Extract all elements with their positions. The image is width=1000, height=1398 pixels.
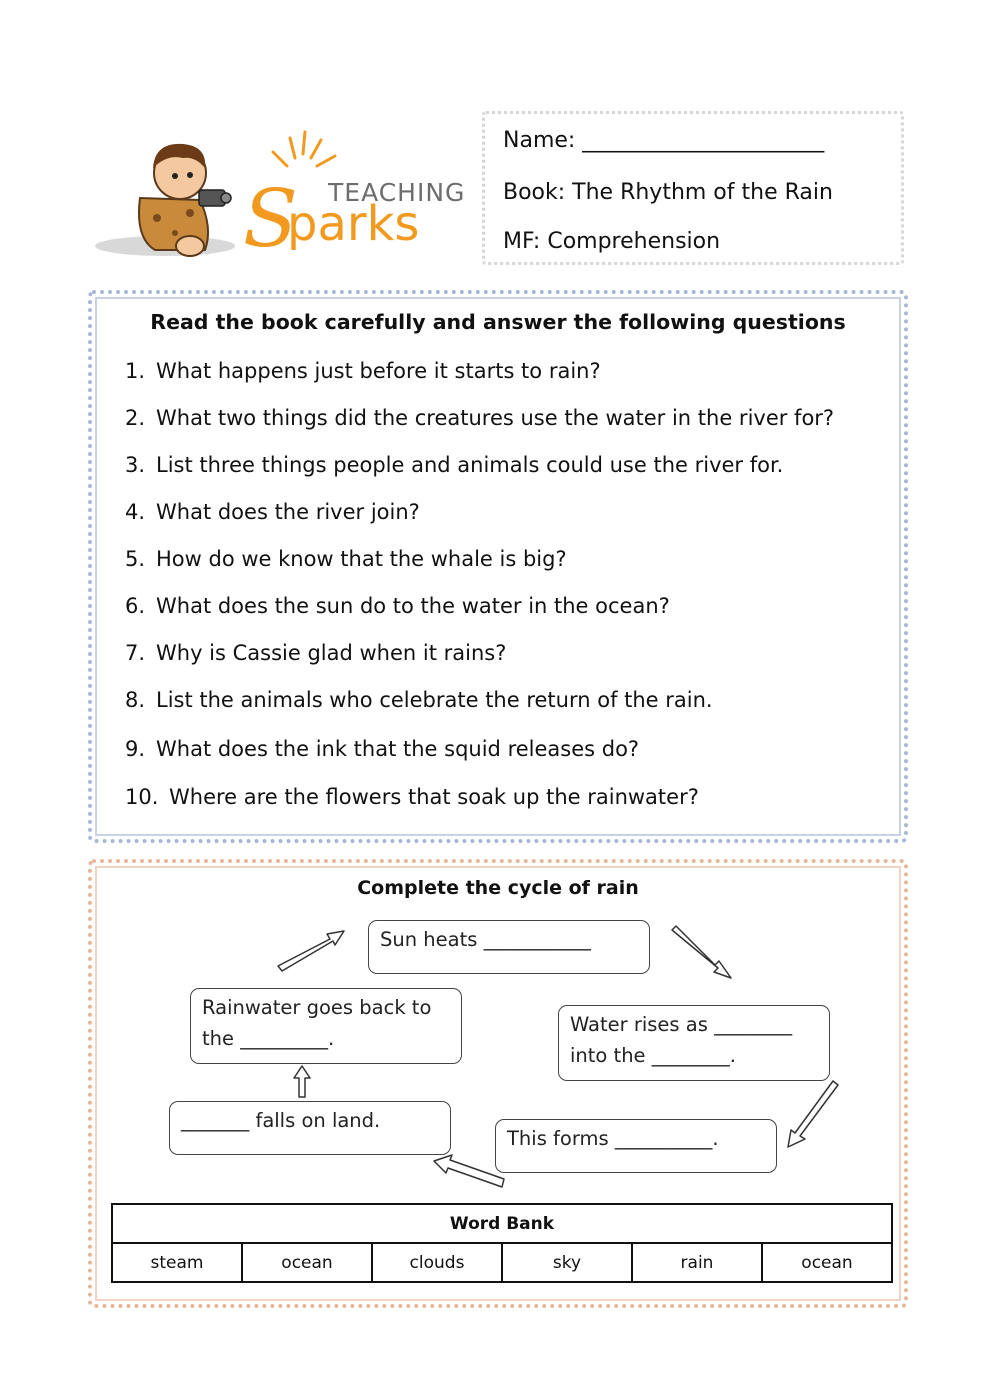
question-item <box>125 359 601 383</box>
word-bank-word: ocean <box>242 1243 372 1282</box>
student-info-box <box>482 111 904 265</box>
word-bank-word: steam <box>112 1243 242 1282</box>
question-item <box>125 406 834 430</box>
falls-on-land-text: _______ falls on land. <box>181 1109 381 1132</box>
arrow-down-left-icon <box>788 1081 838 1147</box>
word-bank-word: sky <box>502 1243 632 1282</box>
question-text: List three things people and animals could use the river for. <box>156 453 784 477</box>
logo-teaching-text: TEACHING <box>328 178 466 207</box>
question-item <box>125 594 670 618</box>
question-number: 6. <box>125 594 146 618</box>
question-number: 7. <box>125 641 146 665</box>
book-title: Book: The Rhythm of the Rain <box>503 180 833 205</box>
question-text: What does the river join? <box>156 500 420 524</box>
question-text: Why is Cassie glad when it rains? <box>156 641 507 665</box>
question-number: 9. <box>125 737 146 761</box>
arrow-up-icon <box>294 1066 310 1097</box>
question-text: What does the sun do to the water in the ocean? <box>156 594 670 618</box>
word-bank-word: rain <box>632 1243 762 1282</box>
question-number: 8. <box>125 688 146 712</box>
question-item <box>125 547 567 571</box>
question-text: What two things did the creatures use the water in the river for? <box>156 406 835 430</box>
word-bank-title: Word Bank <box>112 1204 892 1243</box>
water-rises-line2: into the ________. <box>570 1044 736 1067</box>
question-number: 5. <box>125 547 146 571</box>
cycle-box-water-rises[interactable] <box>558 1005 830 1081</box>
question-item <box>125 785 699 809</box>
cycle-box-this-forms[interactable] <box>495 1119 777 1173</box>
question-text: List the animals who celebrate the return of the rain. <box>156 688 713 712</box>
question-number: 4. <box>125 500 146 524</box>
question-item <box>125 641 506 665</box>
this-forms-text: This forms __________. <box>507 1127 719 1150</box>
question-number: 1. <box>125 359 146 383</box>
rainwater-line2: the _________. <box>202 1027 335 1050</box>
word-bank-word: clouds <box>372 1243 502 1282</box>
word-bank-table <box>111 1203 893 1283</box>
sun-heats-text: Sun heats ___________ <box>380 928 591 951</box>
arrow-up-right-icon <box>278 931 344 971</box>
question-item <box>125 688 713 712</box>
question-item <box>125 500 420 524</box>
cycle-box-falls-on-land[interactable] <box>169 1101 451 1155</box>
question-number: 10. <box>125 785 159 809</box>
water-rises-line1: Water rises as ________ <box>570 1013 793 1036</box>
question-text: What happens just before it starts to rain? <box>156 359 601 383</box>
question-text: What does the ink that the squid releases do? <box>156 737 640 761</box>
question-item <box>125 453 783 477</box>
cycle-title: Complete the cycle of rain <box>357 877 639 899</box>
arrow-left-icon <box>434 1155 504 1187</box>
arrow-down-right-icon <box>672 926 731 978</box>
rainwater-line1: Rainwater goes back to <box>202 996 432 1019</box>
questions-title: Read the book carefully and answer the following questions <box>150 310 846 334</box>
cycle-box-sun-heats[interactable] <box>368 920 650 974</box>
svg-text:parks: parks <box>287 196 420 252</box>
questions-section <box>88 290 908 843</box>
question-text: How do we know that the whale is big? <box>156 547 567 571</box>
cycle-box-rainwater-back[interactable] <box>190 988 462 1064</box>
svg-text:S: S <box>243 172 298 265</box>
word-bank-word: ocean <box>762 1243 892 1282</box>
question-number: 2. <box>125 406 146 430</box>
rain-cycle-section <box>88 859 908 1308</box>
name-field[interactable]: Name: ______________________ <box>503 128 825 153</box>
question-text: Where are the flowers that soak up the rainwater? <box>169 785 699 809</box>
question-item <box>125 737 639 761</box>
question-number: 3. <box>125 453 146 477</box>
mf-label: MF: Comprehension <box>503 229 721 254</box>
